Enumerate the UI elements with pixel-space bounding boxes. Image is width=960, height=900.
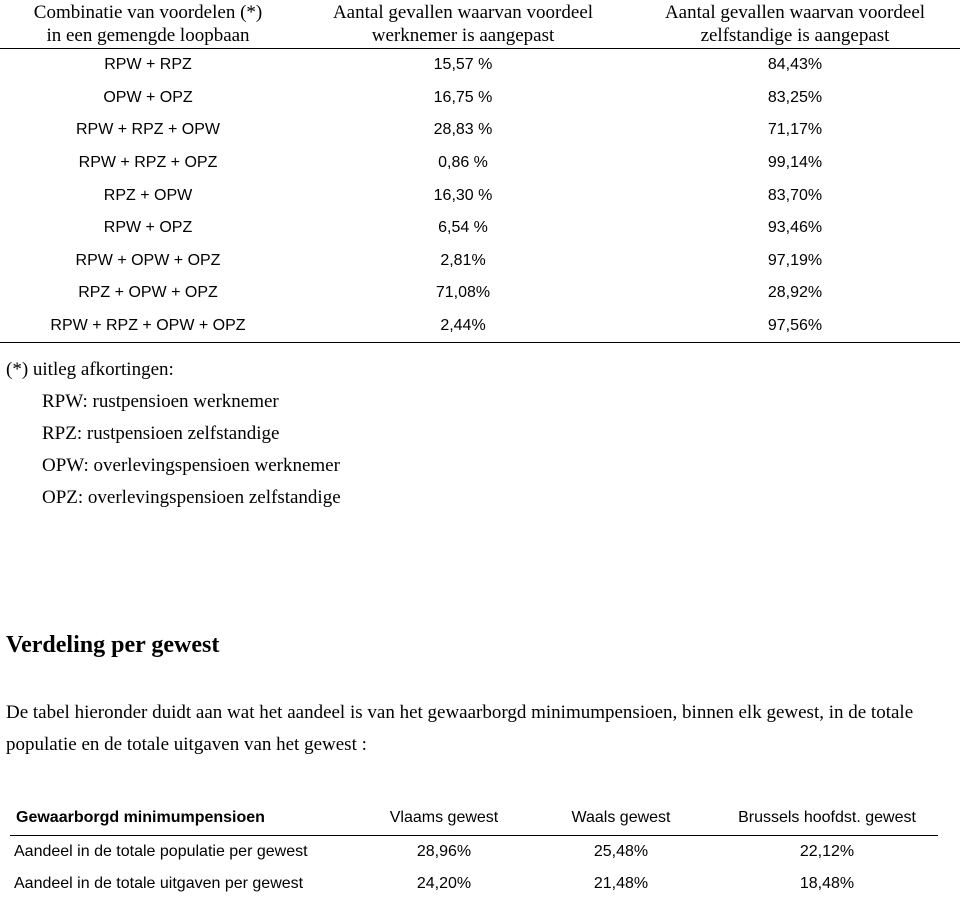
employee-percent-cell: 2,81% (440, 251, 486, 269)
header-combination (0, 0, 296, 48)
combination-cell: RPW + RPZ + OPW + OPZ (50, 317, 246, 335)
employee-percent-cell: 16,75 % (433, 88, 493, 106)
table-row (0, 277, 960, 310)
section-heading: Verdeling per gewest (6, 632, 220, 658)
combination-cell: OPW + OPZ (103, 88, 193, 106)
table-row (0, 310, 960, 343)
legend-item: OPW: overlevingspensioen werknemer (42, 455, 340, 476)
table-row (0, 147, 960, 180)
header-selfemployed-adjusted (630, 0, 960, 48)
legend-item: RPW: rustpensioen werknemer (42, 391, 279, 412)
header-selfemployed-line: Aantal gevallen waarvan voordeel zelfstandige is aangepast (664, 2, 926, 46)
combination-cell: RPW + OPW + OPZ (75, 251, 221, 269)
header-combination-line: Combinatie van voordelen (*) in een gemengde loopbaan (33, 2, 263, 46)
row-label: Aandeel in de totale populatie per gewest (14, 843, 308, 860)
walloon-value: 21,48% (593, 875, 649, 892)
table-row (10, 868, 938, 900)
table-row (0, 212, 960, 245)
flemish-value: 28,96% (416, 843, 472, 860)
selfemployed-percent-cell: 97,56% (767, 317, 823, 335)
legend-item: RPZ: rustpensioen zelfstandige (42, 423, 280, 444)
table-row (0, 49, 960, 82)
legend-items (6, 386, 341, 514)
combination-table (0, 0, 960, 343)
selfemployed-percent-cell: 71,17% (767, 121, 823, 139)
header-flemish-region: Vlaams gewest (389, 808, 499, 826)
combination-cell: RPZ + OPW + OPZ (78, 284, 218, 302)
selfemployed-percent-cell: 83,70% (767, 186, 823, 204)
legend-title: (*) uitleg afkortingen: (6, 359, 174, 380)
selfemployed-percent-cell: 84,43% (767, 56, 823, 74)
selfemployed-percent-cell: 28,92% (767, 284, 823, 302)
employee-percent-cell: 16,30 % (433, 186, 493, 204)
employee-percent-cell: 71,08% (435, 284, 491, 302)
table-row (10, 836, 938, 868)
legend-item: OPZ: overlevingspensioen zelfstandige (42, 487, 341, 508)
table-row (0, 82, 960, 115)
walloon-value: 25,48% (593, 843, 649, 860)
section-paragraph: De tabel hieronder duidt aan wat het aandeel is van het gewaarborgd minimumpensioen, binnen elk gewest, in de totale populatie en de totale uitgaven van het gewest : (6, 702, 914, 755)
combination-cell: RPZ + OPW (103, 186, 193, 204)
combination-cell: RPW + RPZ + OPZ (78, 154, 218, 172)
selfemployed-percent-cell: 99,14% (767, 154, 823, 172)
table-row (0, 114, 960, 147)
combination-cell: RPW + RPZ + OPW (75, 121, 220, 139)
combination-cell: RPW + RPZ (104, 56, 192, 74)
table-row (0, 179, 960, 212)
combination-cell: RPW + OPZ (103, 219, 193, 237)
employee-percent-cell: 2,44% (440, 317, 486, 335)
brussels-value: 22,12% (799, 843, 855, 860)
flemish-value: 24,20% (416, 875, 472, 892)
header-guaranteed-minimum: Gewaarborgd minimumpensioen (16, 808, 265, 826)
regional-table (10, 800, 938, 900)
selfemployed-percent-cell: 97,19% (767, 251, 823, 269)
combination-table-header (0, 0, 960, 49)
employee-percent-cell: 28,83 % (433, 121, 493, 139)
employee-percent-cell: 0,86 % (438, 154, 488, 172)
table-row (0, 245, 960, 278)
row-label: Aandeel in de totale uitgaven per gewest (14, 875, 304, 892)
header-employee-line: Aantal gevallen waarvan voordeel werknemer is aangepast (332, 2, 594, 46)
abbreviation-legend (6, 354, 341, 514)
header-brussels-region: Brussels hoofdst. gewest (738, 808, 916, 826)
selfemployed-percent-cell: 93,46% (767, 219, 823, 237)
employee-percent-cell: 15,57 % (433, 56, 493, 74)
header-walloon-region: Waals gewest (571, 808, 671, 826)
regional-table-header (10, 800, 938, 836)
employee-percent-cell: 6,54 % (438, 219, 488, 237)
header-employee-adjusted (296, 0, 630, 48)
brussels-value: 18,48% (799, 875, 855, 892)
selfemployed-percent-cell: 83,25% (767, 88, 823, 106)
combination-table-body (0, 49, 960, 343)
